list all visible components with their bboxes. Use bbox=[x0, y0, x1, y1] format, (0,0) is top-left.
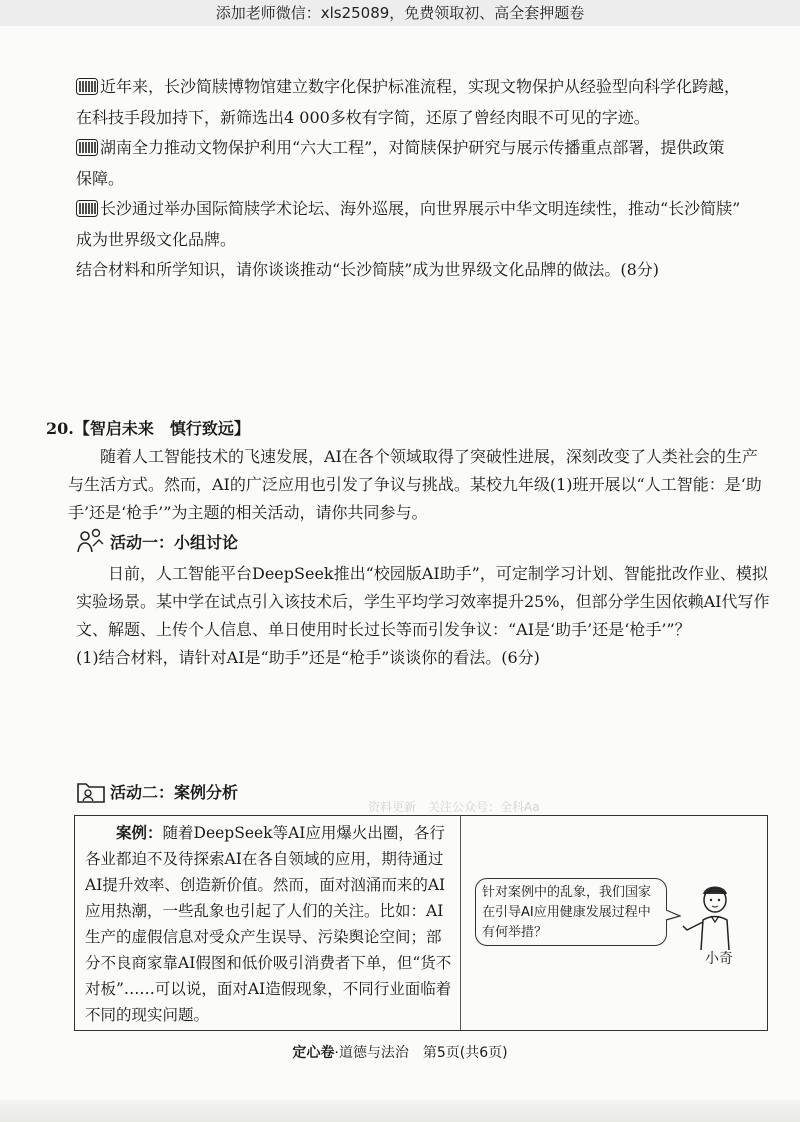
activity-1-material: 日前，人工智能平台DeepSeek推出“校园版AI助手”，可定制学习计划、智能批改作业、模拟实验场景。某中学在试点引入该技术后，学生平均学习效率提升25%，但部分学生因依赖AI代写作文、解题、上传个人信息、单日使用时长过长等而引发争议：“AI是‘助手’还是‘枪手’”？ bbox=[76, 564, 770, 639]
page-footer: 定心卷·道德与法治 第5页(共6页) bbox=[292, 1045, 508, 1061]
top-banner: 添加老师微信：xls25089，免费领取初、高全套押题卷 bbox=[0, 0, 800, 26]
bamboo-slip-icon bbox=[76, 200, 98, 217]
activity-1-body bbox=[76, 560, 776, 672]
student-character-icon bbox=[679, 880, 749, 952]
bottom-scan-strip bbox=[0, 1100, 800, 1122]
speech-bubble: 针对案例中的乱象，我们国家在引导AI应用健康发展过程中有何举措？ bbox=[475, 878, 667, 946]
case-folder-icon bbox=[76, 778, 106, 804]
material-1: 近年来，长沙简牍博物馆建立数字化保护标准流程，实现文物保护从经验型向科学化跨越， bbox=[76, 72, 776, 103]
material-2-cont: 保障。 bbox=[76, 168, 125, 188]
material-1-cont: 在科技手段加持下，新筛选出4 000多枚有字简，还原了曾经肉眼不可见的字迹。 bbox=[76, 107, 650, 127]
question-20-intro: 随着人工智能技术的飞速发展，AI在各个领域取得了突破性进展，深刻改变了人类社会的生产与生活方式。然而，AI的广泛应用也引发了争议与挑战。某校九年级(1)班开展以“人工智能：是‘助手’还是‘枪手’”为主题的相关活动，请你共同参与。 bbox=[68, 447, 762, 522]
bamboo-slip-icon bbox=[76, 139, 98, 156]
case-text: 案例：随着DeepSeek等AI应用爆火出圈，各行各业都迫不及待探索AI在各自领域的应用，期待通过AI提升效率、创造新价值。然而，面对汹涌而来的AI应用热潮，一些乱象也引起了人们的关注。比如：AI生产的虚假信息对受众产生误导、污染舆论空间；部分不良商家靠AI假图和低价吸引消费者下单，但“货不对板”……可以说，面对AI造假现象，不同行业面临着不同的现实问题。 bbox=[75, 816, 461, 1030]
case-box bbox=[74, 815, 768, 1031]
discussion-group-icon bbox=[76, 528, 106, 554]
bamboo-slip-icon bbox=[76, 78, 98, 95]
faint-watermark: 资料更新 关注公众号：全科Aa bbox=[368, 800, 540, 814]
question-20-heading: 20.【智启未来 慎行致远】 bbox=[46, 419, 250, 438]
material-2: 湖南全力推动文物保护利用“六大工程”，对简牍保护研究与展示传播重点部署，提供政策 bbox=[76, 133, 776, 164]
question-19-prompt: 结合材料和所学知识，请你谈谈推动“长沙简牍”成为世界级文化品牌的做法。(8分) bbox=[76, 260, 660, 279]
activity-1-question: (1)结合材料，请针对AI是“助手”还是“枪手”谈谈你的看法。(6分) bbox=[76, 648, 540, 667]
question-19-materials bbox=[76, 72, 776, 286]
material-3: 长沙通过举办国际简牍学术论坛、海外巡展，向世界展示中华文明连续性，推动“长沙简牍” bbox=[76, 194, 776, 225]
activity-2-heading: 活动二：案例分析 bbox=[76, 778, 238, 804]
character-name: 小奇 bbox=[705, 951, 733, 967]
question-20 bbox=[46, 415, 766, 527]
material-3-cont: 成为世界级文化品牌。 bbox=[76, 229, 237, 249]
activity-1-heading: 活动一：小组讨论 bbox=[76, 528, 238, 554]
